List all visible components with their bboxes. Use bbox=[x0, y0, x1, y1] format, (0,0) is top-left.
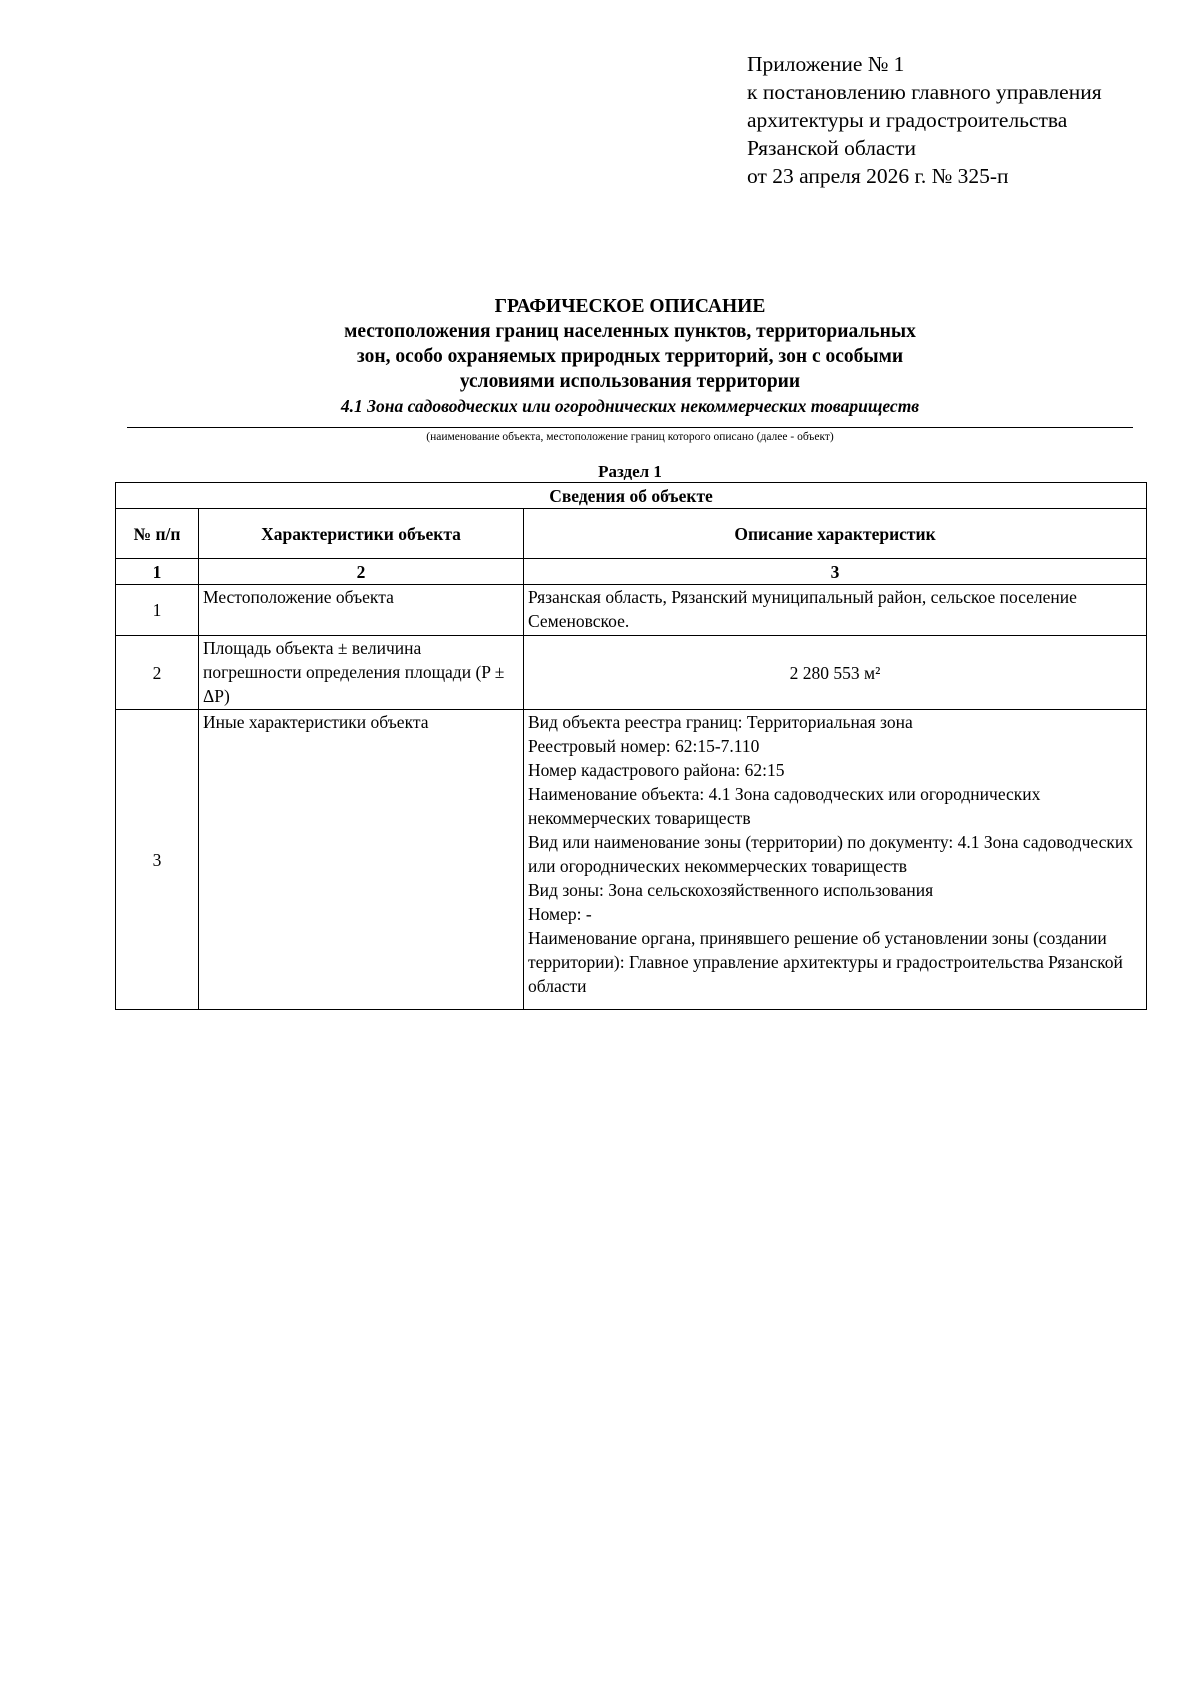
description-line: Реестровый номер: 62:15-7.110 bbox=[528, 736, 760, 756]
appendix-date-line: от 23 апреля 2026 г. № 325-п bbox=[747, 164, 1009, 188]
table-row bbox=[116, 585, 1147, 636]
description-line: Вид зоны: Зона сельскохозяйственного использования bbox=[528, 880, 934, 900]
row-num: 1 bbox=[116, 585, 199, 636]
table-title: Сведения об объекте bbox=[116, 483, 1147, 509]
table-title-row bbox=[116, 483, 1147, 509]
header-num: № п/п bbox=[116, 509, 199, 559]
description-line: Рязанская область, Рязанский муниципальный район, сельское поселение Семеновское. bbox=[528, 587, 1077, 631]
object-name-caption: (наименование объекта, местоположение границ которого описано (далее - объект) bbox=[426, 431, 834, 443]
row-description bbox=[524, 585, 1147, 636]
description-line: Наименование объекта: 4.1 Зона садоводческих или огороднических некоммерческих товариществ bbox=[528, 784, 1041, 828]
table-row bbox=[116, 636, 1147, 710]
appendix-line: к постановлению главного управления bbox=[747, 80, 1102, 104]
column-number: 1 bbox=[116, 559, 199, 585]
description-line: Вид или наименование зоны (территории) по документу: 4.1 Зона садоводческих или огороднических некоммерческих товариществ bbox=[528, 832, 1133, 876]
column-number: 3 bbox=[524, 559, 1147, 585]
column-number: 2 bbox=[199, 559, 524, 585]
document-subtitle-line: местоположения границ населенных пунктов, территориальных bbox=[344, 321, 916, 342]
document-title-block bbox=[120, 294, 1140, 417]
object-info-table bbox=[115, 482, 1147, 1010]
row-num: 2 bbox=[116, 636, 199, 710]
table-row bbox=[116, 710, 1147, 1010]
header-description: Описание характеристик bbox=[524, 509, 1147, 559]
section-title: Раздел 1 bbox=[598, 462, 662, 481]
row-characteristic: Местоположение объекта bbox=[199, 585, 524, 636]
appendix-line: Рязанской области bbox=[747, 136, 916, 160]
object-name: 4.1 Зона садоводческих или огороднических некоммерческих товариществ bbox=[340, 396, 920, 416]
appendix-header bbox=[747, 50, 1102, 190]
description-line: Номер кадастрового района: 62:15 bbox=[528, 760, 785, 780]
row-area-value: 2 280 553 м² bbox=[524, 636, 1147, 710]
row-description bbox=[524, 710, 1147, 1010]
document-subtitle-line: условиями использования территории bbox=[459, 371, 801, 392]
row-num: 3 bbox=[116, 710, 199, 1010]
object-name-underline bbox=[127, 427, 1133, 428]
document-title: ГРАФИЧЕСКОЕ ОПИСАНИЕ bbox=[494, 296, 766, 317]
header-characteristics: Характеристики объекта bbox=[199, 509, 524, 559]
row-characteristic: Площадь объекта ± величина погрешности определения площади (P ± ΔP) bbox=[199, 636, 524, 710]
column-number-row bbox=[116, 559, 1147, 585]
description-line: Вид объекта реестра границ: Территориальная зона bbox=[528, 712, 913, 732]
appendix-line: архитектуры и градостроительства bbox=[747, 108, 1068, 132]
description-line: Наименование органа, принявшего решение об установлении зоны (создании территории): Главное управление архитектуры и градостроительства Рязанской области bbox=[528, 928, 1123, 996]
description-line: Номер: - bbox=[528, 904, 592, 924]
row-characteristic: Иные характеристики объекта bbox=[199, 710, 524, 1010]
document-subtitle-line: зон, особо охраняемых природных территорий, зон с особыми bbox=[356, 346, 904, 367]
appendix-line: Приложение № 1 bbox=[747, 52, 905, 76]
table-header-row bbox=[116, 509, 1147, 559]
